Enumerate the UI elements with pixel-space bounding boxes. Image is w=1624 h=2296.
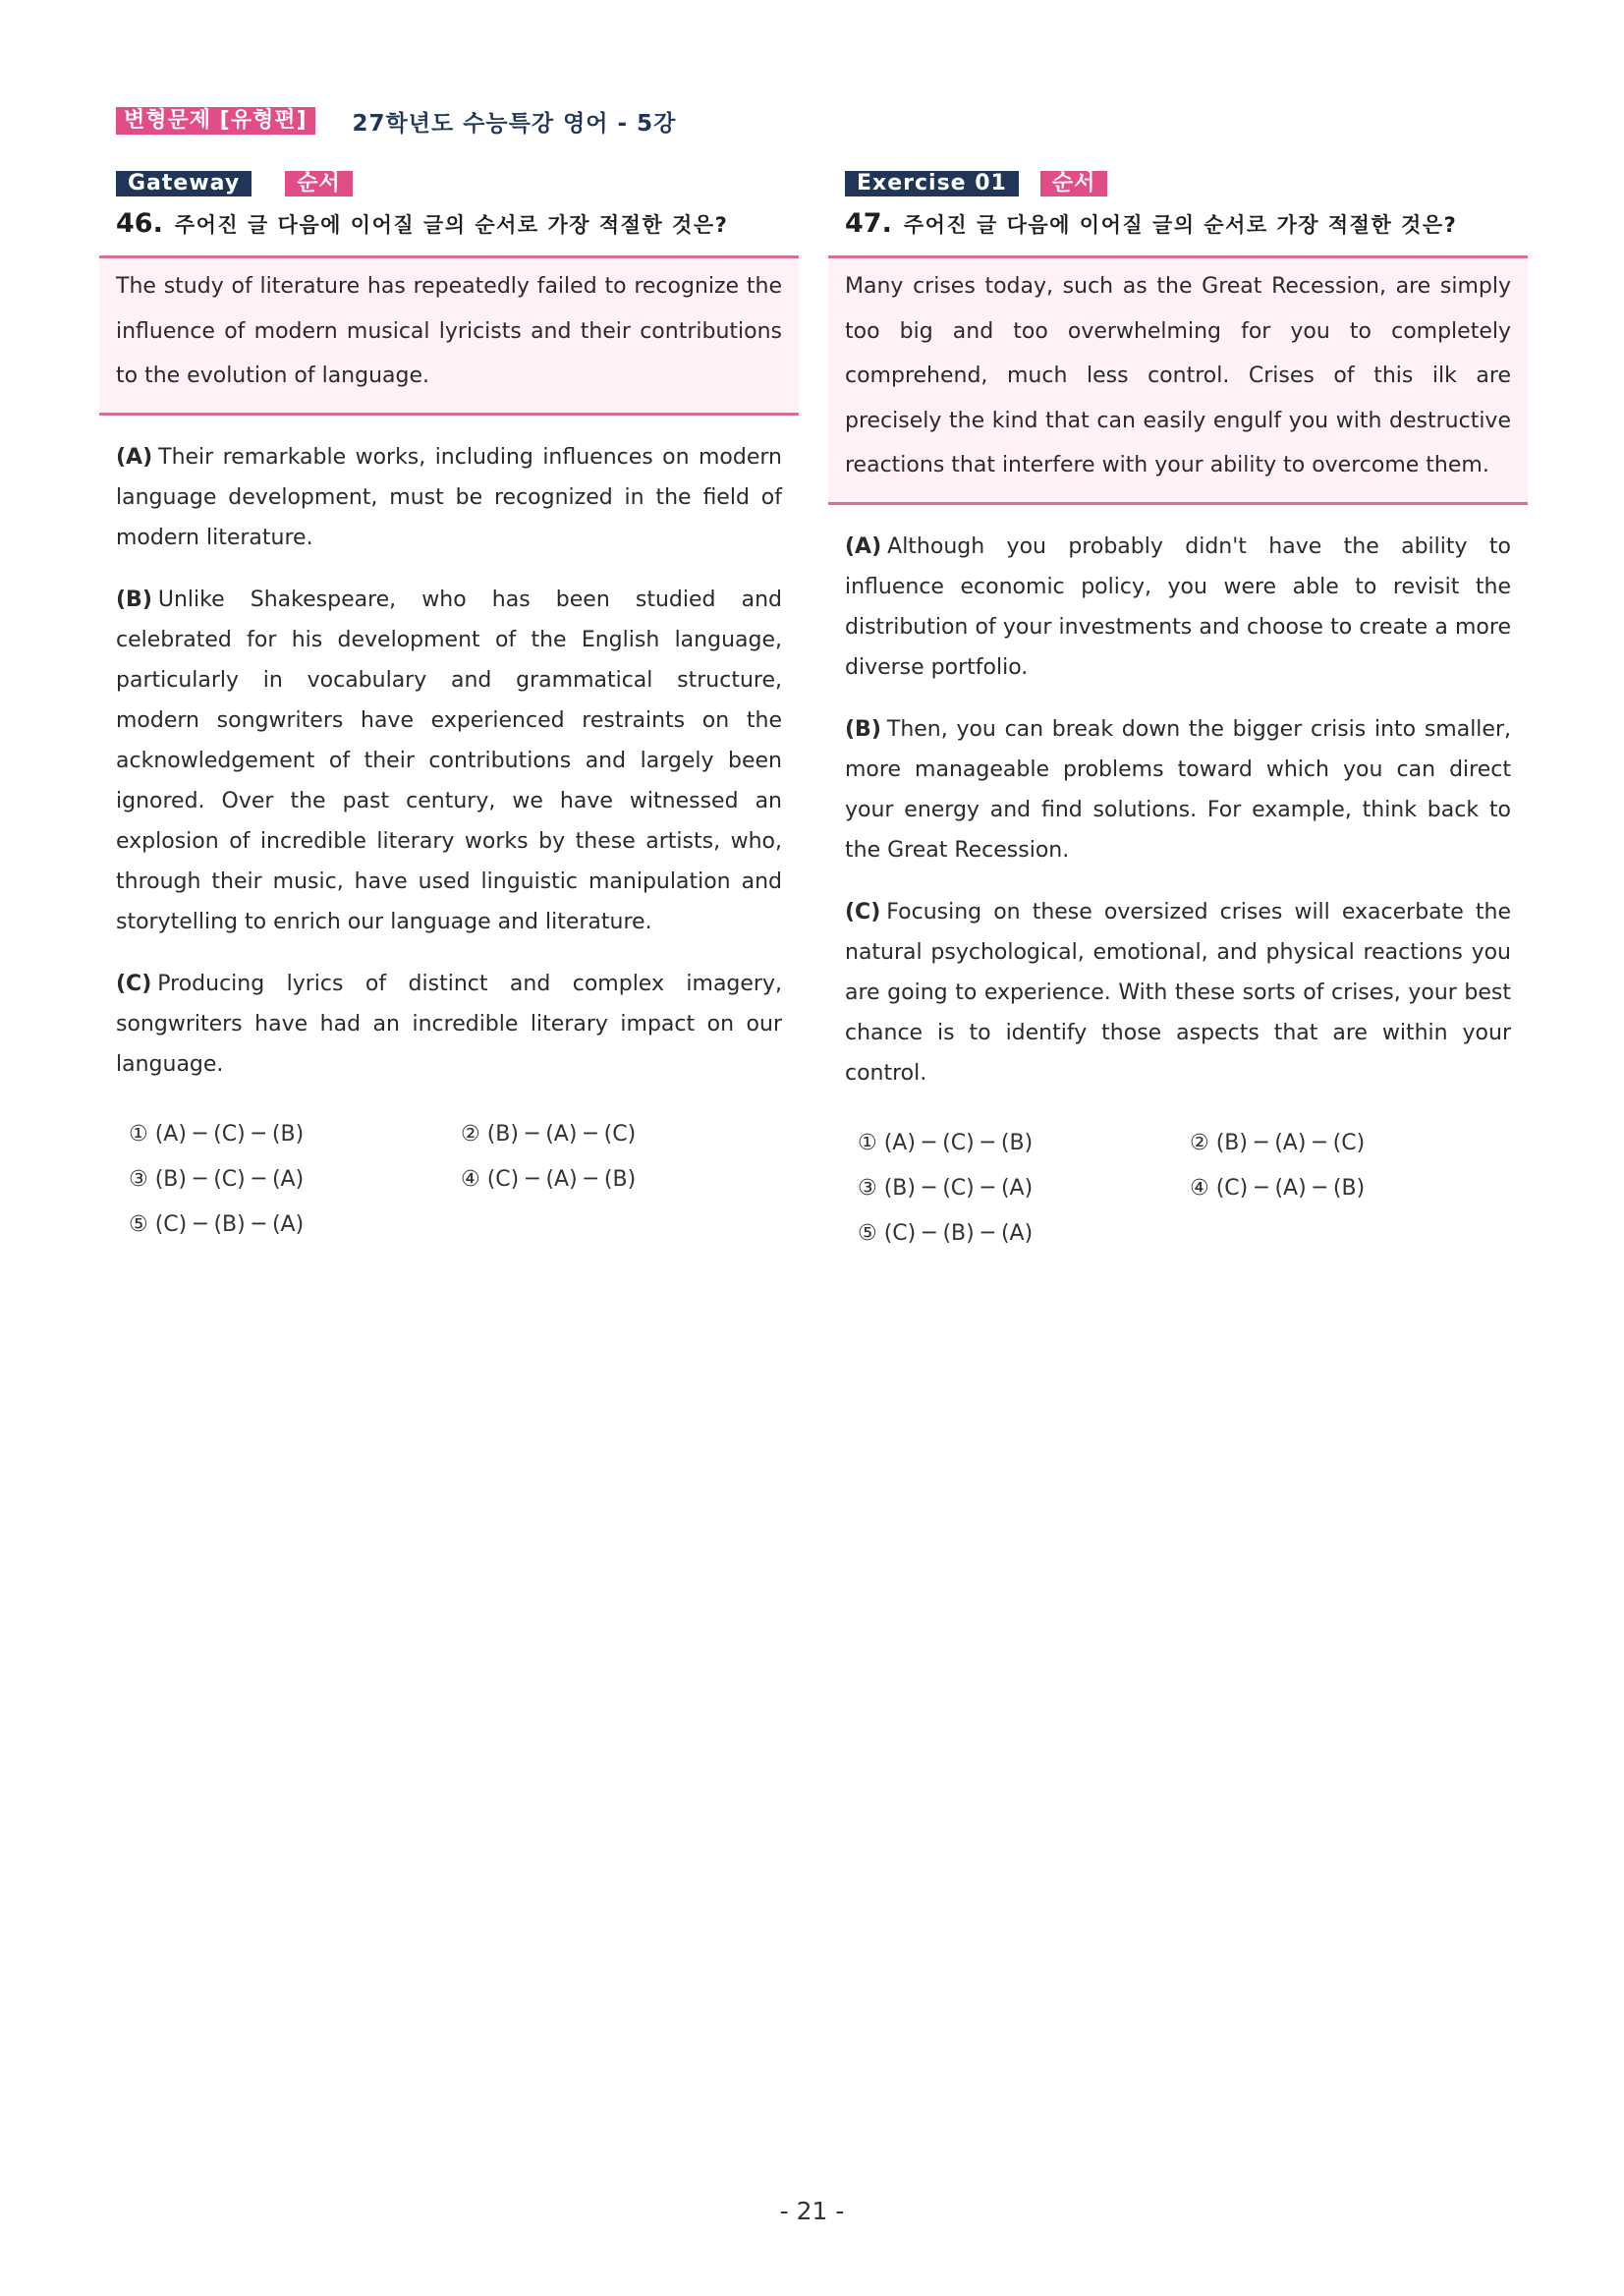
answer-options — [99, 1112, 799, 1248]
given-text: Many crises today, such as the Great Recession, are simply too big and too overwhelming for you to completely comprehend, much less control. Crises of this ilk are precisely the kind that can easily engulf you with destructive reactions that interfere with your ability to overcome them. — [845, 274, 1511, 477]
paragraph-label: (A) — [845, 533, 882, 559]
option-2[interactable]: ② (B) ─ (A) ─ (C) — [461, 1122, 637, 1147]
paragraph-a — [828, 527, 1528, 688]
question-text: 주어진 글 다음에 이어질 글의 순서로 가장 적절한 것은? — [903, 213, 1458, 237]
question-number: 46. — [116, 208, 163, 239]
option-4[interactable]: ④ (C) ─ (A) ─ (B) — [461, 1167, 637, 1192]
given-text: The study of literature has repeatedly failed to recognize the influence of modern musical lyricists and their contributions to the evolution of language. — [116, 274, 782, 388]
option-2[interactable]: ② (B) ─ (A) ─ (C) — [1190, 1131, 1366, 1155]
paragraph-a — [99, 437, 799, 558]
question-text: 주어진 글 다음에 이어질 글의 순서로 가장 적절한 것은? — [174, 213, 729, 237]
option-3[interactable]: ③ (B) ─ (C) ─ (A) — [129, 1167, 305, 1192]
question-number: 47. — [845, 208, 892, 239]
question-46 — [99, 171, 799, 1248]
question-type-tag: 순서 — [1040, 171, 1108, 196]
option-1[interactable]: ① (A) ─ (C) ─ (B) — [129, 1122, 305, 1147]
paragraph-label: (C) — [845, 899, 881, 924]
paragraph-text: Producing lyrics of distinct and complex imagery, songwriters have had an incredible literary impact on our language. — [116, 971, 782, 1077]
paragraph-text: Focusing on these oversized crises will exacerbate the natural psychological, emotional, and physical reactions you are going to experience. With these sorts of crises, your best chance is to identify those aspects that are within your control. — [845, 899, 1511, 1086]
question-title — [99, 208, 799, 238]
paragraph-label: (A) — [116, 444, 153, 470]
section-label: Gateway — [116, 171, 252, 196]
page-header — [116, 106, 676, 136]
paragraph-c — [99, 964, 799, 1085]
paragraph-label: (C) — [116, 971, 152, 996]
passage-paragraphs — [828, 527, 1528, 1093]
question-tags — [828, 171, 1528, 196]
answer-options — [828, 1121, 1528, 1257]
paragraph-text: Unlike Shakespeare, who has been studied and celebrated for his development of the English language, particularly in vocabulary and grammatical structure, modern songwriters have experienced restraints on the acknowledgement of their contributions and largely been ignored. Over the past century, we have witnessed an explosion of incredible literary works by these artists, who, through their music, have used linguistic manipulation and storytelling to enrich our language and literature. — [116, 587, 782, 934]
section-label: Exercise 01 — [845, 171, 1019, 196]
header-title: 27학년도 수능특강 영어 - 5강 — [352, 110, 677, 137]
question-title — [828, 208, 1528, 238]
paragraph-b — [99, 580, 799, 942]
paragraph-label: (B) — [845, 716, 881, 742]
paragraph-text: Then, you can break down the bigger crisis into smaller, more manageable problems toward which you can direct your energy and find solutions. For example, think back to the Great Recession. — [845, 716, 1511, 863]
variant-problem-tag: 변형문제 [유형편] — [116, 107, 315, 135]
option-4[interactable]: ④ (C) ─ (A) ─ (B) — [1190, 1176, 1366, 1201]
question-tags — [99, 171, 799, 196]
given-passage — [99, 255, 799, 416]
question-type-tag: 순서 — [285, 171, 353, 196]
paragraph-c — [828, 892, 1528, 1093]
paragraph-label: (B) — [116, 587, 152, 612]
option-3[interactable]: ③ (B) ─ (C) ─ (A) — [858, 1176, 1034, 1201]
paragraph-b — [828, 709, 1528, 870]
paragraph-text: Their remarkable works, including influences on modern language development, must be recognized in the field of modern literature. — [116, 444, 782, 550]
option-1[interactable]: ① (A) ─ (C) ─ (B) — [858, 1131, 1034, 1155]
page-number: - 21 - — [779, 2197, 845, 2225]
option-5[interactable]: ⑤ (C) ─ (B) ─ (A) — [129, 1212, 305, 1237]
question-47 — [828, 171, 1528, 1257]
paragraph-text: Although you probably didn't have the ability to influence economic policy, you were able to revisit the distribution of your investments and choose to create a more diverse portfolio. — [845, 533, 1511, 680]
option-5[interactable]: ⑤ (C) ─ (B) ─ (A) — [858, 1221, 1034, 1246]
passage-paragraphs — [99, 437, 799, 1085]
given-passage — [828, 255, 1528, 505]
